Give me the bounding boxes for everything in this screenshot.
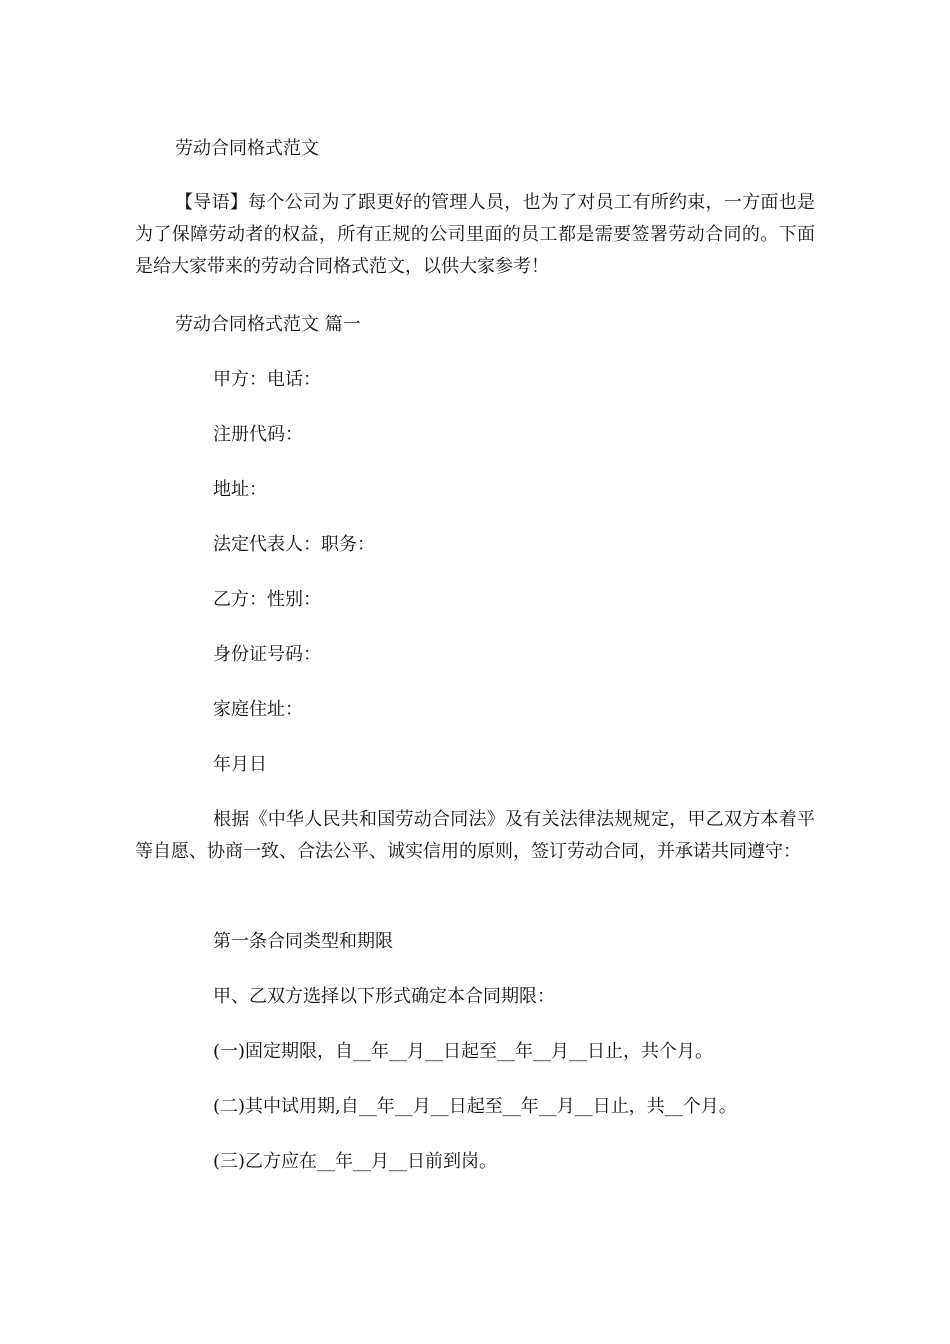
document-title: 劳动合同格式范文 xyxy=(175,138,319,159)
field-address: 地址： xyxy=(213,479,267,500)
field-legal-representative: 法定代表人：职务： xyxy=(213,534,375,555)
field-date: 年月日 xyxy=(213,754,267,775)
field-party-a: 甲方：电话： xyxy=(213,369,321,390)
field-party-b: 乙方：性别： xyxy=(213,589,321,610)
article-heading: 第一条合同类型和期限 xyxy=(213,931,393,952)
section-title: 劳动合同格式范文 篇一 xyxy=(175,314,361,335)
article-item: (二)其中试用期,自__年__月__日起至__年__月__日止，共__个月。 xyxy=(213,1096,737,1117)
intro-paragraph: 【导语】每个公司为了跟更好的管理人员，也为了对员工有所约束，一方面也是为了保障劳动者的权益，所有正规的公司里面的员工都是需要签署劳动合同的。下面是给大家带来的劳动合同格式范文，以供大家参考！ xyxy=(135,192,815,277)
preamble-paragraph: 根据《中华人民共和国劳动合同法》及有关法律法规规定，甲乙双方本着平等自愿、协商一致、合法公平、诚实信用的原则，签订劳动合同，并承诺共同遵守： xyxy=(135,809,815,862)
field-id-number: 身份证号码： xyxy=(213,644,321,665)
field-home-address: 家庭住址： xyxy=(213,699,303,720)
article-item: (一)固定期限，自__年__月__日起至__年__月__日止，共个月。 xyxy=(213,1041,714,1062)
article-intro: 甲、乙双方选择以下形式确定本合同期限： xyxy=(213,986,555,1007)
article-item: (三)乙方应在__年__月__日前到岗。 xyxy=(213,1151,498,1172)
field-registration-code: 注册代码： xyxy=(213,424,303,445)
